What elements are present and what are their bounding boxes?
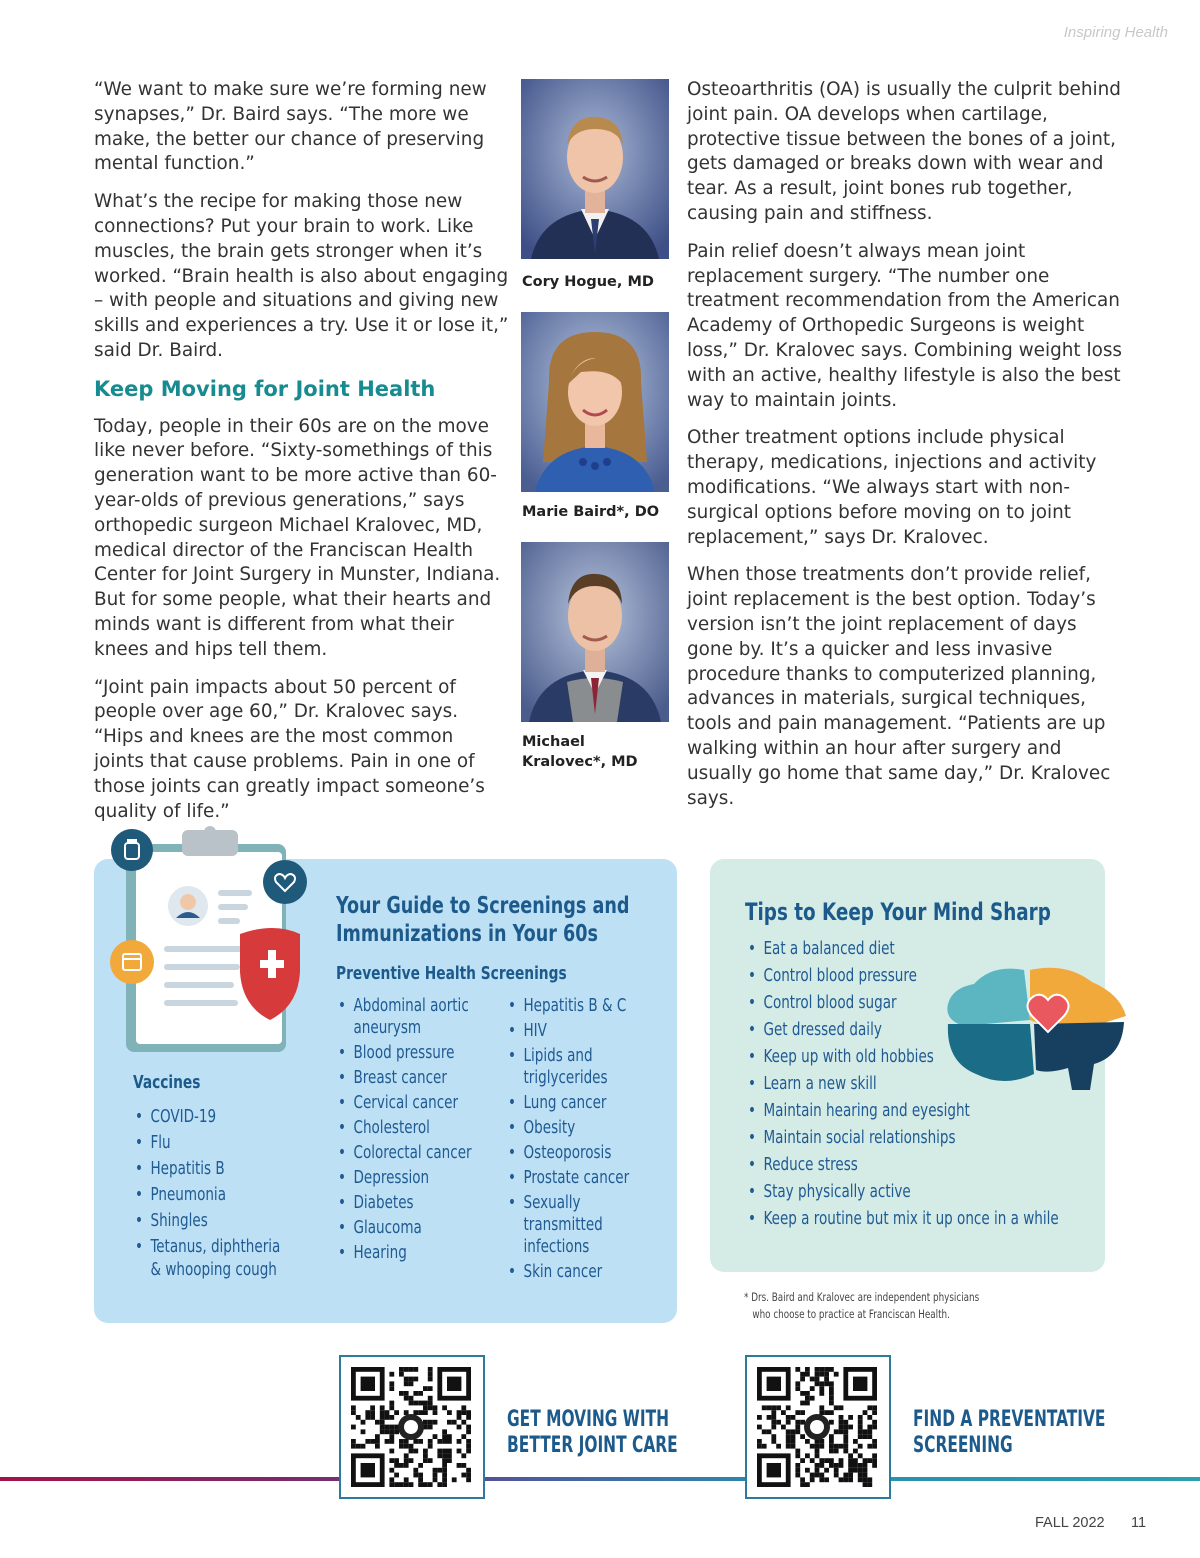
- list-item: • Tetanus, diphtheria: [135, 1236, 280, 1260]
- list-item: [338, 1017, 472, 1040]
- section-heading: Keep Moving for Joint Health: [94, 376, 436, 401]
- list-item: • Control blood pressure: [748, 964, 1059, 989]
- list-item: • Colorectal cancer: [338, 1142, 472, 1165]
- cta-line: GET MOVING WITH: [507, 1407, 670, 1432]
- portrait-photo-hogue: [521, 79, 669, 259]
- paragraph: Today, people in their 60s are on the move like never before. “Sixty-somethings of this generation want to be more active than 60-year-olds of previous generations,” says orthopedic surgeon Michael Kralovec, MD, medical director of the Franciscan Health Center for Joint Surgery in Munster, Indiana. But for some people, what their hearts and minds want is different from what their knees and hips tell them.: [94, 415, 501, 660]
- list-item: • Maintain social relationships: [748, 1126, 1059, 1151]
- list-item: • Hepatitis B: [135, 1158, 280, 1182]
- qr-code-joint-care[interactable]: [339, 1355, 485, 1499]
- list-item: • Shingles: [135, 1210, 280, 1234]
- list-item-continuation: transmitted: [523, 1215, 603, 1235]
- cta-line: SCREENING: [913, 1433, 1013, 1458]
- paragraph: Pain relief doesn’t always mean joint replacement surgery. “The number one treatment recommendation from the American Academy of Orthopedic Surgeons is weight loss,” Dr. Kralovec says. Combining weight loss with an active, healthy lifestyle is also the best way to maintain joints.: [687, 240, 1122, 411]
- screenings-list-col2: [508, 995, 649, 1286]
- decorative-divider: [0, 1477, 1200, 1481]
- title-line: Immunizations in Your 60s: [336, 921, 598, 947]
- list-item: • Eat a balanced diet: [748, 937, 1059, 962]
- paragraph: What’s the recipe for making those new connections? Put your brain to work. Like muscles, the brain gets stronger when it’s worked. “Brain health is also about engaging – with people and situations and giving new skills and experiences a try. Use it or lose it,” said Dr. Baird.: [94, 191, 509, 361]
- paragraph: “We want to make sure we’re forming new synapses,” Dr. Baird says. “The more we make, the better our chance of preserving mental function.”: [94, 79, 487, 175]
- list-item-continuation: & whooping cough: [150, 1260, 277, 1280]
- article-column-left: [94, 78, 509, 837]
- list-item: [508, 1236, 629, 1259]
- paragraph: “Joint pain impacts about 50 percent of people over age 60,” Dr. Kralovec says. “Hips and knees are the most common joints that cause problems. Pain in one of those joints can greatly impact someone’s quality of life.”: [94, 676, 485, 822]
- portrait-photo-kralovec: [521, 542, 669, 722]
- title-line: Your Guide to Screenings and: [336, 893, 630, 919]
- list-item: • Flu: [135, 1132, 280, 1156]
- screenings-subtitle: Preventive Health Screenings: [336, 963, 567, 984]
- list-item: • Sexually: [508, 1192, 629, 1215]
- list-item: • HIV: [508, 1020, 629, 1043]
- list-item: • Hepatitis B & C: [508, 995, 629, 1018]
- list-item: [508, 1067, 629, 1090]
- screenings-list-col1: [338, 995, 493, 1267]
- list-item: • Abdominal aortic: [338, 995, 472, 1018]
- paragraph: Other treatment options include physical therapy, medications, injections and activity modifications. “We always start with non-surgical options before moving on to joint replacement,” says Dr. Kralovec.: [687, 427, 1097, 548]
- list-item: • Osteoporosis: [508, 1142, 629, 1165]
- caption-line: Kralovec*, MD: [522, 754, 638, 770]
- paragraph: When those treatments don’t provide relief, joint replacement is the best option. Today’s version isn’t the joint replacement of days gone by. It’s a quicker and less invasive procedure thanks to computerized planning, advances in materials, surgical techniques, tools and pain management. “Patients are up walking within an hour after surgery and usually go home that same day,” Dr. Kralovec says.: [687, 564, 1111, 809]
- screenings-guide-title: [336, 892, 630, 948]
- list-item: • Keep a routine but mix it up once in a while: [748, 1207, 1059, 1232]
- list-item: • Keep up with old hobbies: [748, 1045, 1059, 1070]
- photo-caption: [522, 732, 638, 772]
- caption-line: Michael: [522, 734, 585, 750]
- list-item: • Control blood sugar: [748, 991, 1059, 1016]
- list-item-continuation: aneurysm: [353, 1018, 422, 1038]
- list-item: • Learn a new skill: [748, 1072, 1059, 1097]
- list-item: [508, 1214, 629, 1237]
- list-item: • Cervical cancer: [338, 1092, 472, 1115]
- list-item: • Hearing: [338, 1242, 472, 1265]
- list-item-continuation: infections: [523, 1237, 590, 1257]
- list-item: • Prostate cancer: [508, 1167, 629, 1190]
- list-item: • Obesity: [508, 1117, 629, 1140]
- vaccines-title: Vaccines: [133, 1072, 201, 1093]
- list-item: • Glaucoma: [338, 1217, 472, 1240]
- list-item: • Skin cancer: [508, 1261, 629, 1284]
- brand-logo-text: Inspiring Health: [1063, 24, 1168, 41]
- photo-caption: Marie Baird*, DO: [522, 504, 660, 520]
- cta-screening[interactable]: [913, 1407, 1105, 1459]
- list-item: • Depression: [338, 1167, 472, 1190]
- calendar-icon: [110, 940, 154, 984]
- list-item: • Stay physically active: [748, 1180, 1059, 1205]
- list-item: • Lipids and: [508, 1045, 629, 1068]
- list-item: • COVID-19: [135, 1106, 280, 1130]
- tips-title: Tips to Keep Your Mind Sharp: [745, 898, 1051, 926]
- vaccines-list: [135, 1106, 304, 1285]
- list-item: • Reduce stress: [748, 1153, 1059, 1178]
- list-item: • Maintain hearing and eyesight: [748, 1099, 1059, 1124]
- list-item: • Breast cancer: [338, 1067, 472, 1090]
- medicine-icon: [111, 829, 153, 871]
- qr-code-screening[interactable]: [745, 1355, 891, 1499]
- list-item: • Diabetes: [338, 1192, 472, 1215]
- photo-caption: Cory Hogue, MD: [522, 274, 654, 290]
- paragraph: Osteoarthritis (OA) is usually the culprit behind joint pain. OA develops when cartilage, protective tissue between the bones of a joint, gets damaged or breaks down with wear and tear. As a result, joint bones rub together, causing pain and stiffness.: [687, 79, 1121, 224]
- list-item: • Blood pressure: [338, 1042, 472, 1065]
- list-item: • Cholesterol: [338, 1117, 472, 1140]
- page-number: 11: [1131, 1515, 1147, 1531]
- list-item: • Get dressed daily: [748, 1018, 1059, 1043]
- issue-label: FALL 2022: [1035, 1515, 1105, 1531]
- cta-line: FIND A PREVENTATIVE: [913, 1407, 1106, 1432]
- portrait-photo-baird: [521, 312, 669, 492]
- footnote: * Drs. Baird and Kralovec are independent physicians who choose to practice at Franciscan Health.: [744, 1290, 980, 1321]
- list-item: • Lung cancer: [508, 1092, 629, 1115]
- list-item: • Pneumonia: [135, 1184, 280, 1208]
- article-column-right: [687, 78, 1127, 824]
- list-item-continuation: triglycerides: [523, 1068, 608, 1088]
- cta-joint-care[interactable]: [507, 1407, 678, 1459]
- tips-list: [748, 937, 1109, 1234]
- heart-icon: [263, 860, 307, 904]
- cta-line: BETTER JOINT CARE: [507, 1433, 678, 1458]
- list-item: [135, 1259, 280, 1283]
